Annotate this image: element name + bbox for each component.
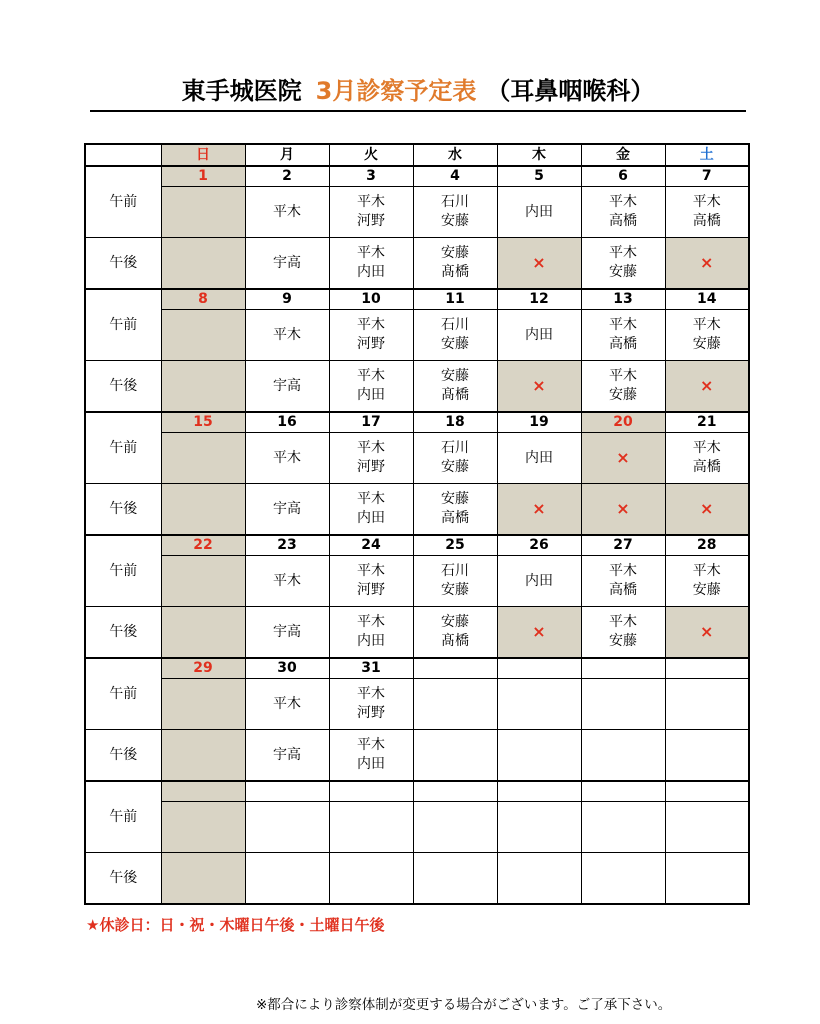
pm-label: 午後 <box>85 484 161 536</box>
date-cell: 28 <box>665 535 749 556</box>
pm-slot <box>161 361 245 413</box>
doctor-names: 平木 高橋 <box>609 563 637 598</box>
pm-slot <box>413 730 497 782</box>
date-cell <box>665 781 749 802</box>
date-cell: 14 <box>665 289 749 310</box>
page-title <box>90 74 746 112</box>
am-slot <box>329 802 413 853</box>
doctor-names: 安藤 髙橋 <box>441 368 469 403</box>
pm-slot <box>329 607 413 659</box>
date-cell <box>329 781 413 802</box>
doctor-names: 平木 河野 <box>357 563 385 598</box>
doctor-names: 平木 高橋 <box>692 440 721 475</box>
closed-mark-icon: × <box>700 375 714 395</box>
date-cell: 18 <box>413 412 497 433</box>
am-slot <box>161 187 245 238</box>
pm-label: 午後 <box>85 730 161 782</box>
pm-slot <box>413 361 497 413</box>
closed-mark-icon: × <box>616 447 630 467</box>
am-slot <box>245 433 329 484</box>
date-cell: 21 <box>665 412 749 433</box>
closed-mark-icon: × <box>532 621 546 641</box>
am-slot <box>245 679 329 730</box>
schedule-table <box>84 143 750 905</box>
pm-slot <box>665 730 749 782</box>
doctor-names: 平木 河野 <box>357 194 385 229</box>
am-row <box>85 556 749 607</box>
doctor-names: 平木 安藤 <box>692 563 721 598</box>
am-row <box>85 310 749 361</box>
doctor-names: 平木 河野 <box>357 440 385 475</box>
doctor-names: 安藤 高橋 <box>441 491 469 526</box>
date-cell: 19 <box>497 412 581 433</box>
pm-slot <box>413 853 497 905</box>
pm-row <box>85 853 749 905</box>
date-cell <box>497 658 581 679</box>
pm-slot <box>329 853 413 905</box>
doctor-names: 石川 安藤 <box>441 317 469 352</box>
doctor-names: 安藤 髙橋 <box>441 614 469 649</box>
date-row <box>85 535 749 556</box>
am-slot <box>665 802 749 853</box>
doctor-names: 平木 安藤 <box>692 317 721 352</box>
pm-slot <box>413 607 497 659</box>
pm-slot <box>161 853 245 905</box>
am-slot <box>161 556 245 607</box>
pm-slot <box>497 484 581 536</box>
doctor-names: 宇高 <box>273 746 301 763</box>
am-slot <box>581 187 665 238</box>
am-slot <box>665 187 749 238</box>
pm-slot <box>581 238 665 290</box>
am-slot <box>497 802 581 853</box>
date-cell: 22 <box>161 535 245 556</box>
pm-slot <box>497 607 581 659</box>
am-slot <box>329 187 413 238</box>
am-slot <box>665 679 749 730</box>
doctor-names: 宇高 <box>273 377 301 394</box>
weekday-friday: 金 <box>581 144 665 166</box>
am-slot <box>497 556 581 607</box>
date-cell: 29 <box>161 658 245 679</box>
closed-mark-icon: × <box>532 498 546 518</box>
pm-slot <box>581 853 665 905</box>
am-slot <box>245 310 329 361</box>
date-cell: 10 <box>329 289 413 310</box>
footer-note: ※都合により診察体制が変更する場合がございます。ご了承下さい。 <box>256 997 672 1013</box>
am-label: 午前 <box>85 289 161 361</box>
date-cell: 11 <box>413 289 497 310</box>
am-slot <box>413 802 497 853</box>
date-cell: 2 <box>245 166 329 187</box>
pm-slot <box>665 853 749 905</box>
doctor-names: 平木 高橋 <box>609 317 637 352</box>
closed-mark-icon: × <box>700 621 714 641</box>
date-cell: 15 <box>161 412 245 433</box>
pm-row <box>85 730 749 782</box>
date-cell: 31 <box>329 658 413 679</box>
pm-slot <box>245 853 329 905</box>
pm-slot <box>665 361 749 413</box>
closed-mark-icon: × <box>532 375 546 395</box>
doctor-names: 平木 内田 <box>357 737 385 772</box>
am-slot <box>497 187 581 238</box>
doctor-names: 安藤 髙橋 <box>441 245 469 280</box>
pm-row <box>85 484 749 536</box>
doctor-names: 平木 内田 <box>357 614 385 649</box>
am-row <box>85 802 749 853</box>
am-slot <box>245 802 329 853</box>
am-slot <box>413 187 497 238</box>
weekday-thursday: 木 <box>497 144 581 166</box>
am-slot <box>161 433 245 484</box>
pm-slot <box>161 730 245 782</box>
department-name: （耳鼻咽喉科） <box>486 77 655 105</box>
weekday-tuesday: 火 <box>329 144 413 166</box>
pm-row <box>85 238 749 290</box>
am-row <box>85 187 749 238</box>
pm-slot <box>497 238 581 290</box>
pm-slot <box>245 361 329 413</box>
am-slot <box>497 310 581 361</box>
date-cell: 5 <box>497 166 581 187</box>
date-cell: 3 <box>329 166 413 187</box>
date-row <box>85 658 749 679</box>
date-cell <box>413 781 497 802</box>
doctor-names: 平木 安藤 <box>609 368 637 403</box>
closed-days-note: ★休診日：日・祝・木曜日午後・土曜日午後 <box>86 916 385 934</box>
pm-slot <box>497 361 581 413</box>
am-slot <box>581 802 665 853</box>
doctor-names: 内田 <box>525 203 553 220</box>
am-label: 午前 <box>85 166 161 238</box>
am-slot <box>329 556 413 607</box>
date-cell: 27 <box>581 535 665 556</box>
am-slot <box>497 679 581 730</box>
am-slot <box>245 187 329 238</box>
am-slot <box>329 679 413 730</box>
am-slot <box>581 433 665 484</box>
date-cell: 4 <box>413 166 497 187</box>
pm-slot <box>329 361 413 413</box>
date-cell <box>245 781 329 802</box>
pm-slot <box>665 484 749 536</box>
pm-label: 午後 <box>85 361 161 413</box>
doctor-names: 平木 <box>273 572 301 589</box>
date-cell <box>581 781 665 802</box>
clinic-name: 東手城医院 <box>181 77 302 105</box>
am-slot <box>497 433 581 484</box>
pm-slot <box>581 484 665 536</box>
doctor-names: 石川 安藤 <box>441 440 469 475</box>
pm-slot <box>581 607 665 659</box>
date-row <box>85 781 749 802</box>
pm-slot <box>161 484 245 536</box>
closed-mark-icon: × <box>700 498 714 518</box>
pm-slot <box>413 484 497 536</box>
pm-slot <box>497 730 581 782</box>
doctor-names: 平木 内田 <box>357 368 385 403</box>
pm-slot <box>329 730 413 782</box>
doctor-names: 平木 高橋 <box>692 194 721 229</box>
am-slot <box>161 802 245 853</box>
closed-mark-icon: × <box>700 252 714 272</box>
pm-slot <box>329 484 413 536</box>
doctor-names: 内田 <box>525 572 553 589</box>
doctor-names: 平木 河野 <box>357 686 385 721</box>
schedule-body <box>85 166 749 904</box>
doctor-names: 平木 <box>273 326 301 343</box>
pm-slot <box>329 238 413 290</box>
pm-slot <box>161 607 245 659</box>
date-cell: 26 <box>497 535 581 556</box>
pm-slot <box>161 238 245 290</box>
am-slot <box>161 310 245 361</box>
doctor-names: 宇高 <box>273 500 301 517</box>
doctor-names: 内田 <box>525 326 553 343</box>
weekday-wednesday: 水 <box>413 144 497 166</box>
doctor-names: 平木 安藤 <box>609 245 637 280</box>
doctor-names: 石川 安藤 <box>441 563 469 598</box>
date-cell <box>413 658 497 679</box>
date-cell <box>665 658 749 679</box>
date-cell: 1 <box>161 166 245 187</box>
pm-label: 午後 <box>85 853 161 905</box>
doctor-names: 平木 <box>273 449 301 466</box>
am-slot <box>665 310 749 361</box>
am-slot <box>413 556 497 607</box>
pm-slot <box>413 238 497 290</box>
weekday-saturday: 土 <box>665 144 749 166</box>
pm-slot <box>245 484 329 536</box>
date-cell: 16 <box>245 412 329 433</box>
doctor-names: 石川 安藤 <box>441 194 469 229</box>
pm-slot <box>665 238 749 290</box>
doctor-names: 内田 <box>525 449 553 466</box>
am-slot <box>245 556 329 607</box>
date-cell <box>161 781 245 802</box>
pm-row <box>85 607 749 659</box>
am-label: 午前 <box>85 412 161 484</box>
weekday-header-row <box>85 144 749 166</box>
pm-slot <box>497 853 581 905</box>
date-cell: 23 <box>245 535 329 556</box>
am-slot <box>413 433 497 484</box>
pm-slot <box>245 238 329 290</box>
doctor-names: 平木 内田 <box>357 491 385 526</box>
date-cell: 17 <box>329 412 413 433</box>
am-slot <box>665 556 749 607</box>
am-slot <box>413 679 497 730</box>
am-slot <box>413 310 497 361</box>
pm-slot <box>581 361 665 413</box>
date-cell: 30 <box>245 658 329 679</box>
weekday-monday: 月 <box>245 144 329 166</box>
pm-slot <box>245 730 329 782</box>
date-cell: 6 <box>581 166 665 187</box>
am-slot <box>329 433 413 484</box>
date-cell: 7 <box>665 166 749 187</box>
pm-row <box>85 361 749 413</box>
weekday-sunday: 日 <box>161 144 245 166</box>
am-label: 午前 <box>85 781 161 853</box>
closed-mark-icon: × <box>616 498 630 518</box>
am-slot <box>581 310 665 361</box>
doctor-names: 平木 河野 <box>357 317 385 352</box>
date-cell <box>497 781 581 802</box>
date-cell: 13 <box>581 289 665 310</box>
date-cell: 8 <box>161 289 245 310</box>
am-slot <box>161 679 245 730</box>
pm-slot <box>245 607 329 659</box>
date-row <box>85 289 749 310</box>
header-corner <box>85 144 161 166</box>
date-cell: 12 <box>497 289 581 310</box>
date-cell: 25 <box>413 535 497 556</box>
am-slot <box>581 556 665 607</box>
date-cell <box>581 658 665 679</box>
am-slot <box>329 310 413 361</box>
doctor-names: 平木 内田 <box>357 245 385 280</box>
pm-label: 午後 <box>85 607 161 659</box>
doctor-names: 平木 <box>273 203 301 220</box>
doctor-names: 平木 高橋 <box>609 194 637 229</box>
am-slot <box>581 679 665 730</box>
pm-slot <box>581 730 665 782</box>
doctor-names: 宇高 <box>273 623 301 640</box>
date-cell: 9 <box>245 289 329 310</box>
date-cell: 24 <box>329 535 413 556</box>
date-row <box>85 412 749 433</box>
pm-label: 午後 <box>85 238 161 290</box>
doctor-names: 平木 <box>273 695 301 712</box>
am-row <box>85 679 749 730</box>
am-slot <box>665 433 749 484</box>
am-label: 午前 <box>85 658 161 730</box>
date-row <box>85 166 749 187</box>
doctor-names: 宇高 <box>273 254 301 271</box>
date-cell: 20 <box>581 412 665 433</box>
am-row <box>85 433 749 484</box>
pm-slot <box>665 607 749 659</box>
schedule-month-title: 3月診察予定表 <box>315 77 477 105</box>
doctor-names: 平木 安藤 <box>609 614 637 649</box>
am-label: 午前 <box>85 535 161 607</box>
closed-mark-icon: × <box>532 252 546 272</box>
